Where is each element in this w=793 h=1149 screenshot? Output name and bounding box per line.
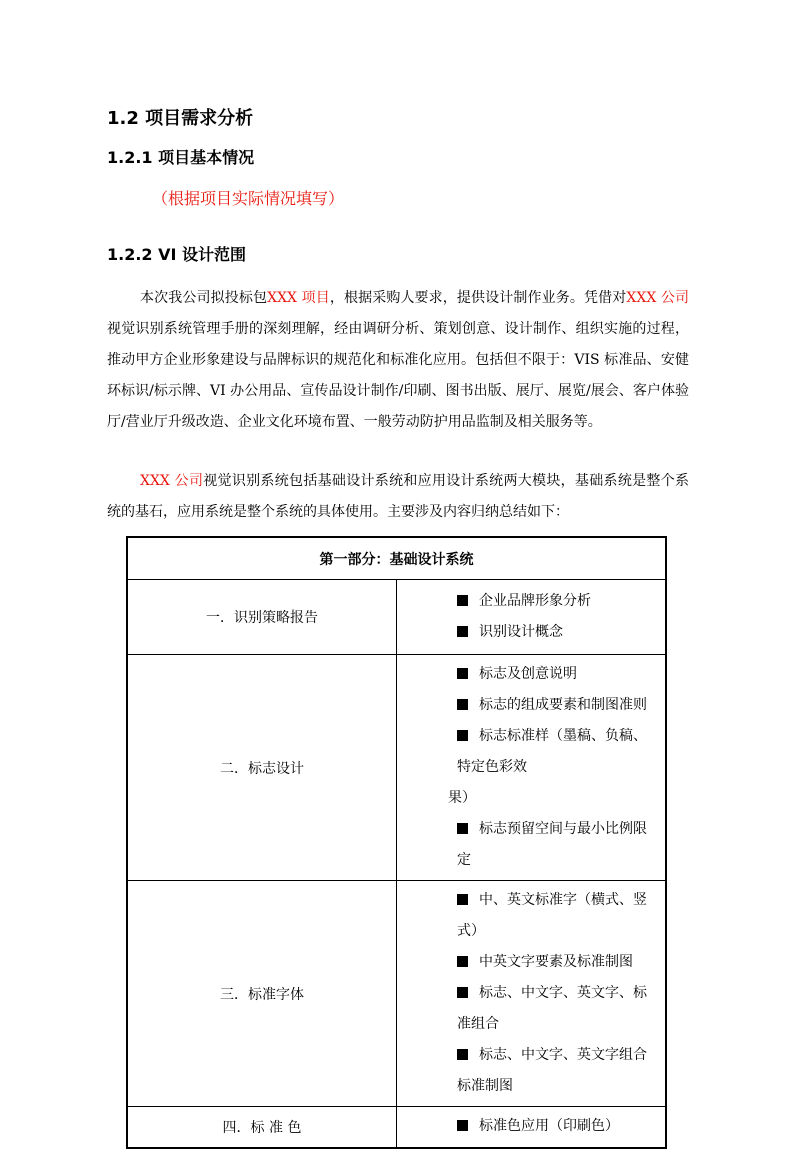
item-text: 中、英文标准字（横式、竖式） — [457, 892, 647, 939]
list-item — [405, 978, 657, 1040]
vi-scope-table — [126, 536, 667, 1149]
items-cell — [397, 580, 667, 655]
section-heading: 1.2 项目需求分析 — [107, 108, 254, 129]
list-item — [405, 814, 657, 876]
black-square-icon — [457, 626, 468, 637]
para2-company-placeholder: XXX 公司 — [140, 473, 204, 489]
item-text: 标志预留空间与最小比例限定 — [457, 821, 647, 868]
items-cell — [397, 655, 667, 881]
fill-in-note: （根据项目实际情况填写） — [152, 189, 345, 208]
item-text: 中英文字要素及标准制图 — [479, 954, 633, 970]
black-square-icon — [457, 699, 468, 710]
subsection-heading-basic-info: 1.2.1 项目基本情况 — [107, 148, 255, 167]
table-row — [127, 1107, 666, 1148]
black-square-icon — [457, 730, 468, 741]
para1-project-placeholder: XXX 项目 — [267, 290, 330, 306]
black-square-icon — [457, 595, 468, 606]
category-cell: 四．标 准 色 — [127, 1107, 397, 1148]
item-text: 企业品牌形象分析 — [479, 593, 591, 609]
items-cell — [397, 1107, 667, 1148]
paragraph-system — [107, 466, 689, 528]
black-square-icon — [457, 956, 468, 967]
category-cell: 三．标准字体 — [127, 881, 397, 1107]
item-text: 标志、中文字、英文字、标准组合 — [457, 985, 647, 1032]
list-item — [405, 659, 657, 690]
item-text: 标志的组成要素和制图准则 — [479, 697, 647, 713]
item-text: 标志、中文字、英文字组合标准制图 — [457, 1047, 647, 1094]
black-square-icon — [457, 987, 468, 998]
list-item — [405, 1040, 657, 1102]
black-square-icon — [457, 1049, 468, 1060]
table-row — [127, 655, 666, 881]
list-item — [405, 721, 657, 783]
item-text: 标准色应用（印刷色） — [479, 1118, 619, 1135]
list-item — [405, 617, 657, 648]
list-item — [405, 690, 657, 721]
para1-text-c: 视觉识别系统管理手册的深刻理解，经由调研分析、策划创意、设计制作、组织实施的过程，推动甲方企业形象建设与品牌标识的规范化和标准化应用。包括但不限于：VIS 标准品、安健环标识/标示牌、VI 办公用品、宣传品设计制作/印刷、图书出版、展厅、展览/展会、客户体验厅/营业厅升级改造、企业文化环境布置、一般劳动防护用品监制及相关服务等。 — [107, 321, 689, 430]
table-row — [127, 881, 666, 1107]
item-text: 标志标准样（墨稿、负稿、特定色彩效 — [457, 728, 647, 775]
para2-text: 视觉识别系统包括基础设计系统和应用设计系统两大模块，基础系统是整个系统的基石，应用系统是整个系统的具体使用。主要涉及内容归纳总结如下： — [107, 473, 690, 520]
list-item — [405, 586, 657, 617]
para1-text-a: 本次我公司拟投标包 — [140, 290, 268, 306]
table-row — [127, 580, 666, 655]
list-item — [405, 947, 657, 978]
paragraph-scope — [107, 283, 689, 438]
table-header-row — [127, 537, 666, 580]
list-item-continuation: 果） — [448, 790, 476, 806]
list-item — [405, 1111, 657, 1142]
para1-company-placeholder: XXX 公司 — [626, 290, 690, 306]
item-text: 标志及创意说明 — [479, 666, 577, 682]
item-text: 识别设计概念 — [479, 624, 563, 640]
table-header: 第一部分：基础设计系统 — [127, 537, 666, 580]
subsection-heading-vi-scope: 1.2.2 VI 设计范围 — [107, 245, 247, 264]
para1-text-b: ，根据采购人要求，提供设计制作业务。凭借对 — [329, 290, 627, 306]
items-cell — [397, 881, 667, 1107]
black-square-icon — [457, 894, 468, 905]
category-cell: 一．识别策略报告 — [127, 580, 397, 655]
black-square-icon — [457, 668, 468, 679]
category-cell: 二．标志设计 — [127, 655, 397, 881]
black-square-icon — [457, 823, 468, 834]
list-item — [405, 885, 657, 947]
